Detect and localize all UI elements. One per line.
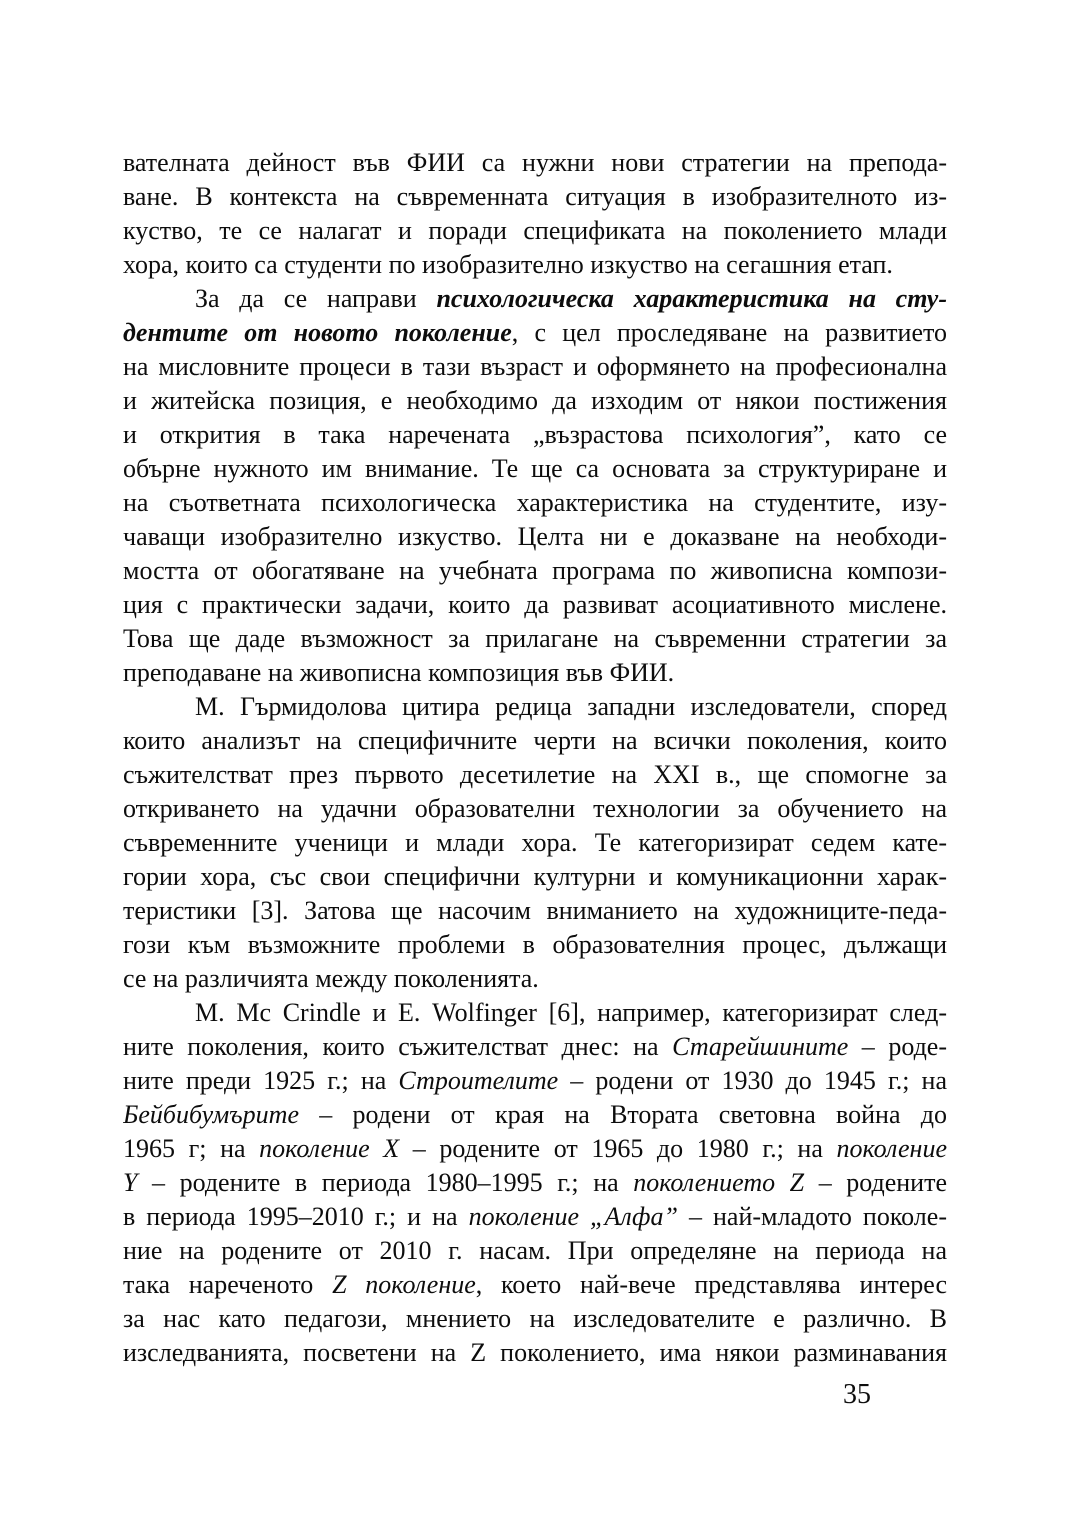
text-block: [123, 146, 947, 1370]
text-run: преподаване на живописна композиция във ФИИ.: [123, 658, 675, 687]
paragraph: [123, 690, 947, 996]
text-line: [123, 588, 947, 622]
text-run-italic: Строителите: [398, 1066, 559, 1095]
text-run: – най-младото поколе-: [677, 1202, 947, 1231]
text-run: съвременните ученици и млади хора. Те категоризират седем кате-: [123, 828, 947, 857]
text-run: теристики [3]. Затова ще насочим вниманието на художниците-педа-: [123, 896, 947, 925]
text-line: [123, 1098, 947, 1132]
text-run: Това ще даде възможност за прилагане на съвременни стратегии за: [123, 624, 947, 653]
text-run: се на различията между поколенията.: [123, 964, 539, 993]
text-run-italic: Z поколение: [332, 1270, 476, 1299]
text-run: които анализът на специфичните черти на всички поколения, които: [123, 726, 947, 755]
text-line: [123, 384, 947, 418]
text-run: М. Mc Crindle и Е. Wolfinger [6], например, категоризират след-: [195, 998, 947, 1027]
text-run: в периода 1995–2010 г.; и на: [123, 1202, 469, 1231]
text-run: , което най-вече представлява интерес: [475, 1270, 947, 1299]
text-run-italic: Бейбибумърите: [123, 1100, 299, 1129]
text-run: За да се направи: [195, 284, 437, 313]
text-run: обърне нужното им внимание. Те ще са основата за структуриране и: [123, 454, 947, 483]
text-line: [123, 962, 947, 996]
text-run: – роде-: [848, 1032, 947, 1061]
text-run: чаващи изобразително изкуство. Целта ни е доказване на необходи-: [123, 522, 947, 551]
text-run: , с цел проследяване на развитието: [511, 318, 947, 347]
text-run: гози към възможните проблеми в образователния процес, дължащи: [123, 930, 947, 959]
text-line: [123, 724, 947, 758]
text-line: [123, 146, 947, 180]
text-line: [123, 486, 947, 520]
text-line: [123, 690, 947, 724]
text-line: [123, 1166, 947, 1200]
text-line: [123, 214, 947, 248]
paragraph: [123, 996, 947, 1370]
text-line: [123, 826, 947, 860]
text-run-italic: Старейшините: [672, 1032, 849, 1061]
text-run: и житейска позиция, е необходимо да изходим от някои постижения: [123, 386, 947, 415]
text-line: [123, 894, 947, 928]
text-line: [123, 1132, 947, 1166]
text-line: [123, 248, 947, 282]
text-line: [123, 1200, 947, 1234]
text-run: – родените: [804, 1168, 947, 1197]
text-run-bold-italic: психологическа характеристика на сту-: [436, 284, 947, 313]
text-line: [123, 180, 947, 214]
text-line: [123, 1234, 947, 1268]
text-line: [123, 1268, 947, 1302]
text-run: – родени от края на Втората световна война до: [298, 1100, 947, 1129]
text-line: [123, 350, 947, 384]
text-line: [123, 860, 947, 894]
text-run-italic: поколение: [836, 1134, 947, 1163]
text-line: [123, 1336, 947, 1370]
text-run: ните поколения, които съжителстват днес: на: [123, 1032, 673, 1061]
text-run: ните преди 1925 г.; на: [123, 1066, 399, 1095]
text-line: [123, 520, 947, 554]
text-line: [123, 554, 947, 588]
text-run: изследванията, посветени на Z поколението, има някои разминавания: [123, 1338, 947, 1367]
text-run: гории хора, със свои специфични културни и комуникационни харак-: [123, 862, 947, 891]
text-line: [123, 622, 947, 656]
text-run: така нареченото: [123, 1270, 333, 1299]
text-run: ние на родените от 2010 г. насам. При определяне на периода на: [123, 1236, 947, 1265]
text-run: 1965 г; на: [123, 1134, 260, 1163]
text-run: – родените в периода 1980–1995 г.; на: [137, 1168, 634, 1197]
text-line: [123, 418, 947, 452]
text-line: [123, 282, 947, 316]
text-run: куство, те се налагат и поради спецификата на поколението млади: [123, 216, 947, 245]
text-run-italic: поколение „Алфа”: [468, 1202, 678, 1231]
text-line: [123, 792, 947, 826]
text-line: [123, 1064, 947, 1098]
text-line: [123, 1030, 947, 1064]
text-run-italic: поколение X: [259, 1134, 400, 1163]
text-line: [123, 316, 947, 350]
text-line: [123, 1302, 947, 1336]
text-run: мостта от обогатяване на учебната програма по живописна компози-: [123, 556, 947, 585]
page-number: 35: [843, 1379, 871, 1410]
text-run: и открития в така наречената „възрастова психология”, като се: [123, 420, 947, 449]
text-run: на мисловните процеси в тази възраст и оформянето на професионална: [123, 352, 947, 381]
text-run: откриването на удачни образователни технологии за обучението на: [123, 794, 947, 823]
text-run: хора, които са студенти по изобразително изкуство на сегашния етап.: [123, 250, 893, 279]
paragraph: [123, 146, 947, 282]
text-run: ция с практически задачи, които да развиват асоциативното мислене.: [123, 590, 947, 619]
paragraph: [123, 282, 947, 690]
text-run: – родени от 1930 до 1945 г.; на: [558, 1066, 947, 1095]
text-line: [123, 758, 947, 792]
text-line: [123, 996, 947, 1030]
text-run-bold-italic: дентите от новото поколение: [123, 318, 512, 347]
text-line: [123, 656, 947, 690]
text-run: на съответната психологическа характеристика на студентите, изу-: [123, 488, 947, 517]
text-run: М. Гърмидолова цитира редица западни изследователи, според: [195, 692, 947, 721]
text-run: вателната дейност във ФИИ са нужни нови стратегии на препода-: [123, 148, 947, 177]
text-run: – родените от 1965 до 1980 г.; на: [399, 1134, 837, 1163]
text-run: съжителстват през първото десетилетие на XXI в., ще спомогне за: [123, 760, 947, 789]
text-run-italic: Y: [123, 1168, 138, 1197]
text-line: [123, 928, 947, 962]
text-run: за нас като педагози, мнението на изследователите е различно. В: [123, 1304, 947, 1333]
text-run: ване. В контекста на съвременната ситуация в изобразителното из-: [123, 182, 947, 211]
text-run-italic: поколението Z: [633, 1168, 805, 1197]
text-line: [123, 452, 947, 486]
